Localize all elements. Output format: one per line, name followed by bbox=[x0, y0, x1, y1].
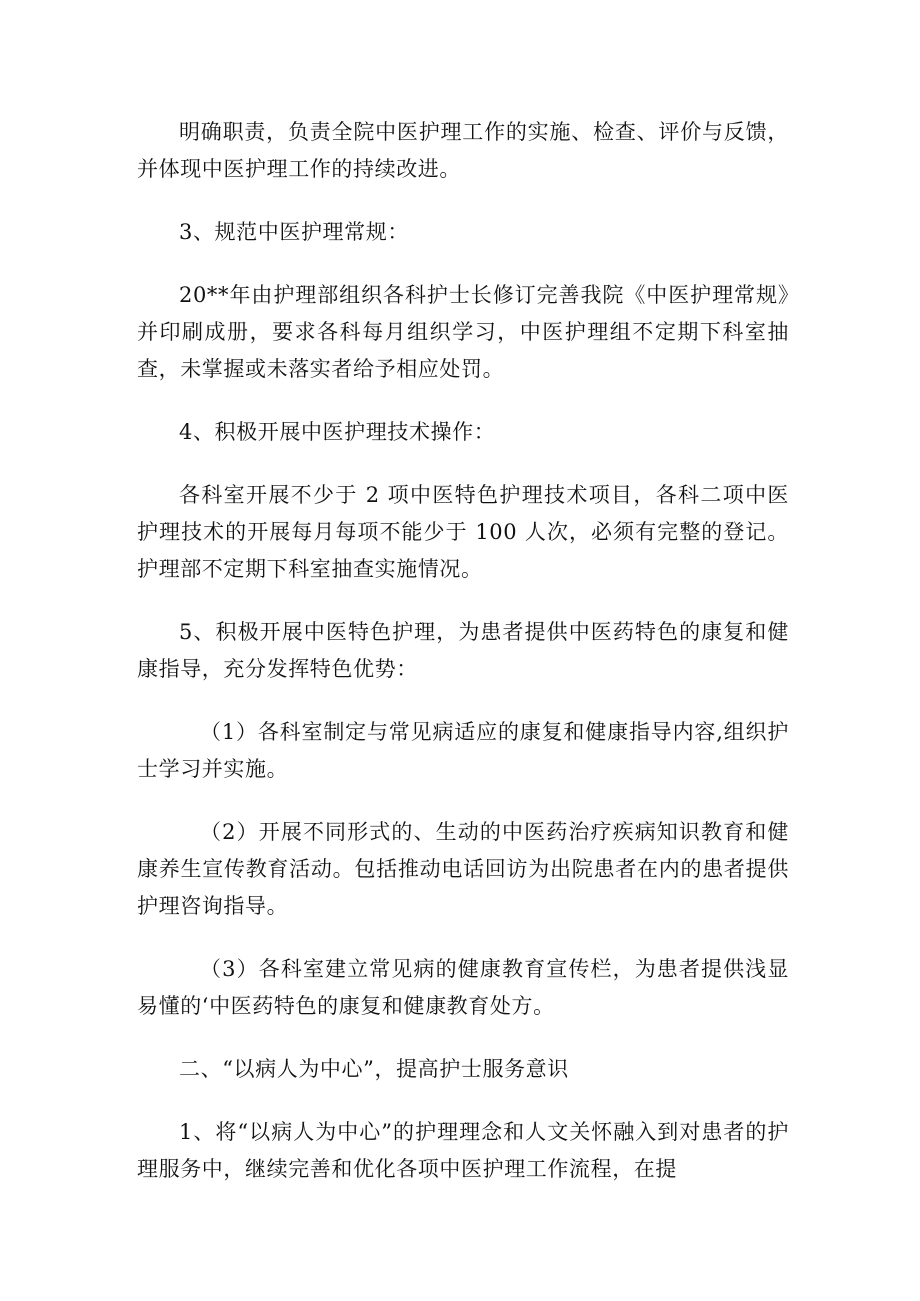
list-item-3: （3）各科室建立常见病的健康教育宣传栏，为患者提供浅显易懂的‘中医药特色的康复和健康教育处方。 bbox=[137, 957, 789, 1018]
heading-special-nursing: 5、积极开展中医特色护理，为患者提供中医药特色的康复和健康指导，充分发挥特色优势： bbox=[137, 620, 789, 681]
paragraph-technical-operations: 各科室开展不少于 2 项中医特色护理技术项目，各科二项中医护理技术的开展每月每项不能少于 100 人次，必须有完整的登记。护理部不定期下科室抽查实施情况。 bbox=[137, 483, 789, 581]
list-item-2: （2）开展不同形式的、生动的中医药治疗疾病知识教育和健康养生宣传教育活动。包括推动电话回访为出院患者在内的患者提供护理咨询指导。 bbox=[137, 820, 789, 918]
heading-nursing-routine: 3、规范中医护理常规： bbox=[179, 220, 409, 244]
paragraph-responsibilities: 明确职责，负责全院中医护理工作的实施、检查、评价与反馈，并体现中医护理工作的持续改进。 bbox=[137, 120, 789, 181]
paragraph-nursing-routine: 20**年由护理部组织各科护士长修订完善我院《中医护理常规》并印刷成册，要求各科每月组织学习，中医护理组不定期下科室抽查，未掌握或未落实者给予相应处罚。 bbox=[137, 283, 789, 381]
heading-technical-operations: 4、积极开展中医护理技术操作： bbox=[179, 420, 496, 444]
section-heading-patient-centered: 二、“以病人为中心”，提高护士服务意识 bbox=[179, 1057, 569, 1081]
paragraph-patient-centered: 1、将“以病人为中心”的护理理念和人文关怀融入到对患者的护理服务中，继续完善和优化各项中医护理工作流程，在提 bbox=[137, 1120, 789, 1181]
list-item-1: （1）各科室制定与常见病适应的康复和健康指导内容,组织护士学习并实施。 bbox=[137, 720, 789, 781]
document-body bbox=[137, 114, 789, 1214]
